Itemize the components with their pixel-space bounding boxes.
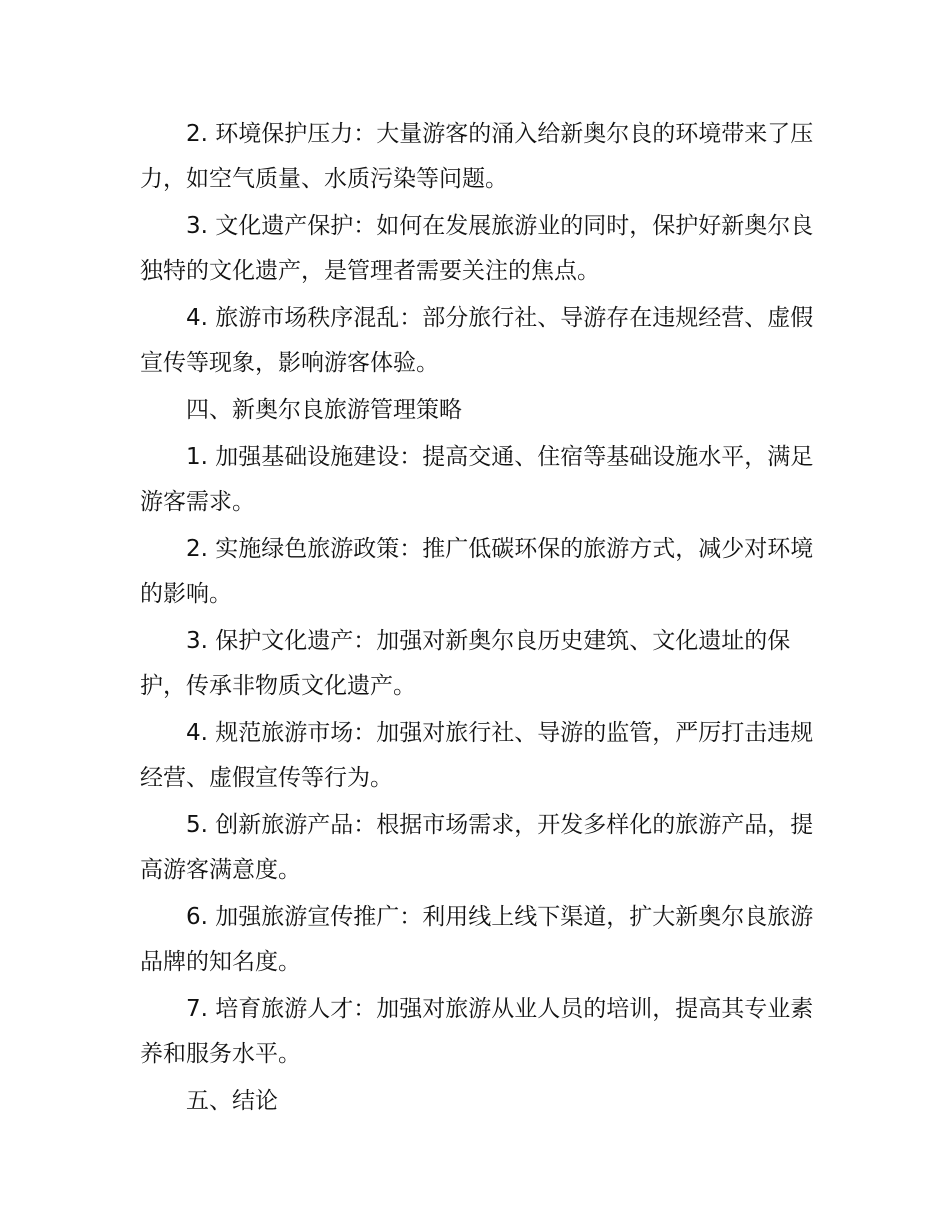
paragraph-heritage-protection: 3. 文化遗产保护：如何在发展旅游业的同时，保护好新奥尔良独特的文化遗产，是管理者需要关注的焦点。: [140, 213, 814, 284]
paragraph-talent: 7. 培育旅游人才：加强对旅游从业人员的培训，提高其专业素养和服务水平。: [140, 996, 814, 1067]
document-body: [140, 112, 825, 1126]
paragraph-green-tourism: 2. 实施绿色旅游政策：推广低碳环保的旅游方式，减少对环境的影响。: [140, 536, 814, 607]
paragraph-promotion: 6. 加强旅游宣传推广：利用线上线下渠道，扩大新奥尔良旅游品牌的知名度。: [140, 904, 814, 975]
paragraph-regulate-market: 4. 规范旅游市场：加强对旅行社、导游的监管，严厉打击违规经营、虚假宣传等行为。: [140, 720, 814, 791]
paragraph-environment-pressure: 2. 环境保护压力：大量游客的涌入给新奥尔良的环境带来了压力，如空气质量、水质污染等问题。: [140, 121, 814, 192]
paragraph-infrastructure: 1. 加强基础设施建设：提高交通、住宿等基础设施水平，满足游客需求。: [140, 444, 814, 515]
paragraph-market-disorder: 4. 旅游市场秩序混乱：部分旅行社、导游存在违规经营、虚假宣传等现象，影响游客体验。: [140, 305, 814, 376]
section-heading-conclusion: 五、结论: [186, 1088, 278, 1114]
paragraph-innovate-products: 5. 创新旅游产品：根据市场需求，开发多样化的旅游产品，提高游客满意度。: [140, 812, 814, 883]
paragraph-protect-heritage: 3. 保护文化遗产：加强对新奥尔良历史建筑、文化遗址的保护，传承非物质文化遗产。: [140, 628, 791, 699]
section-heading-strategies: 四、新奥尔良旅游管理策略: [186, 397, 462, 423]
